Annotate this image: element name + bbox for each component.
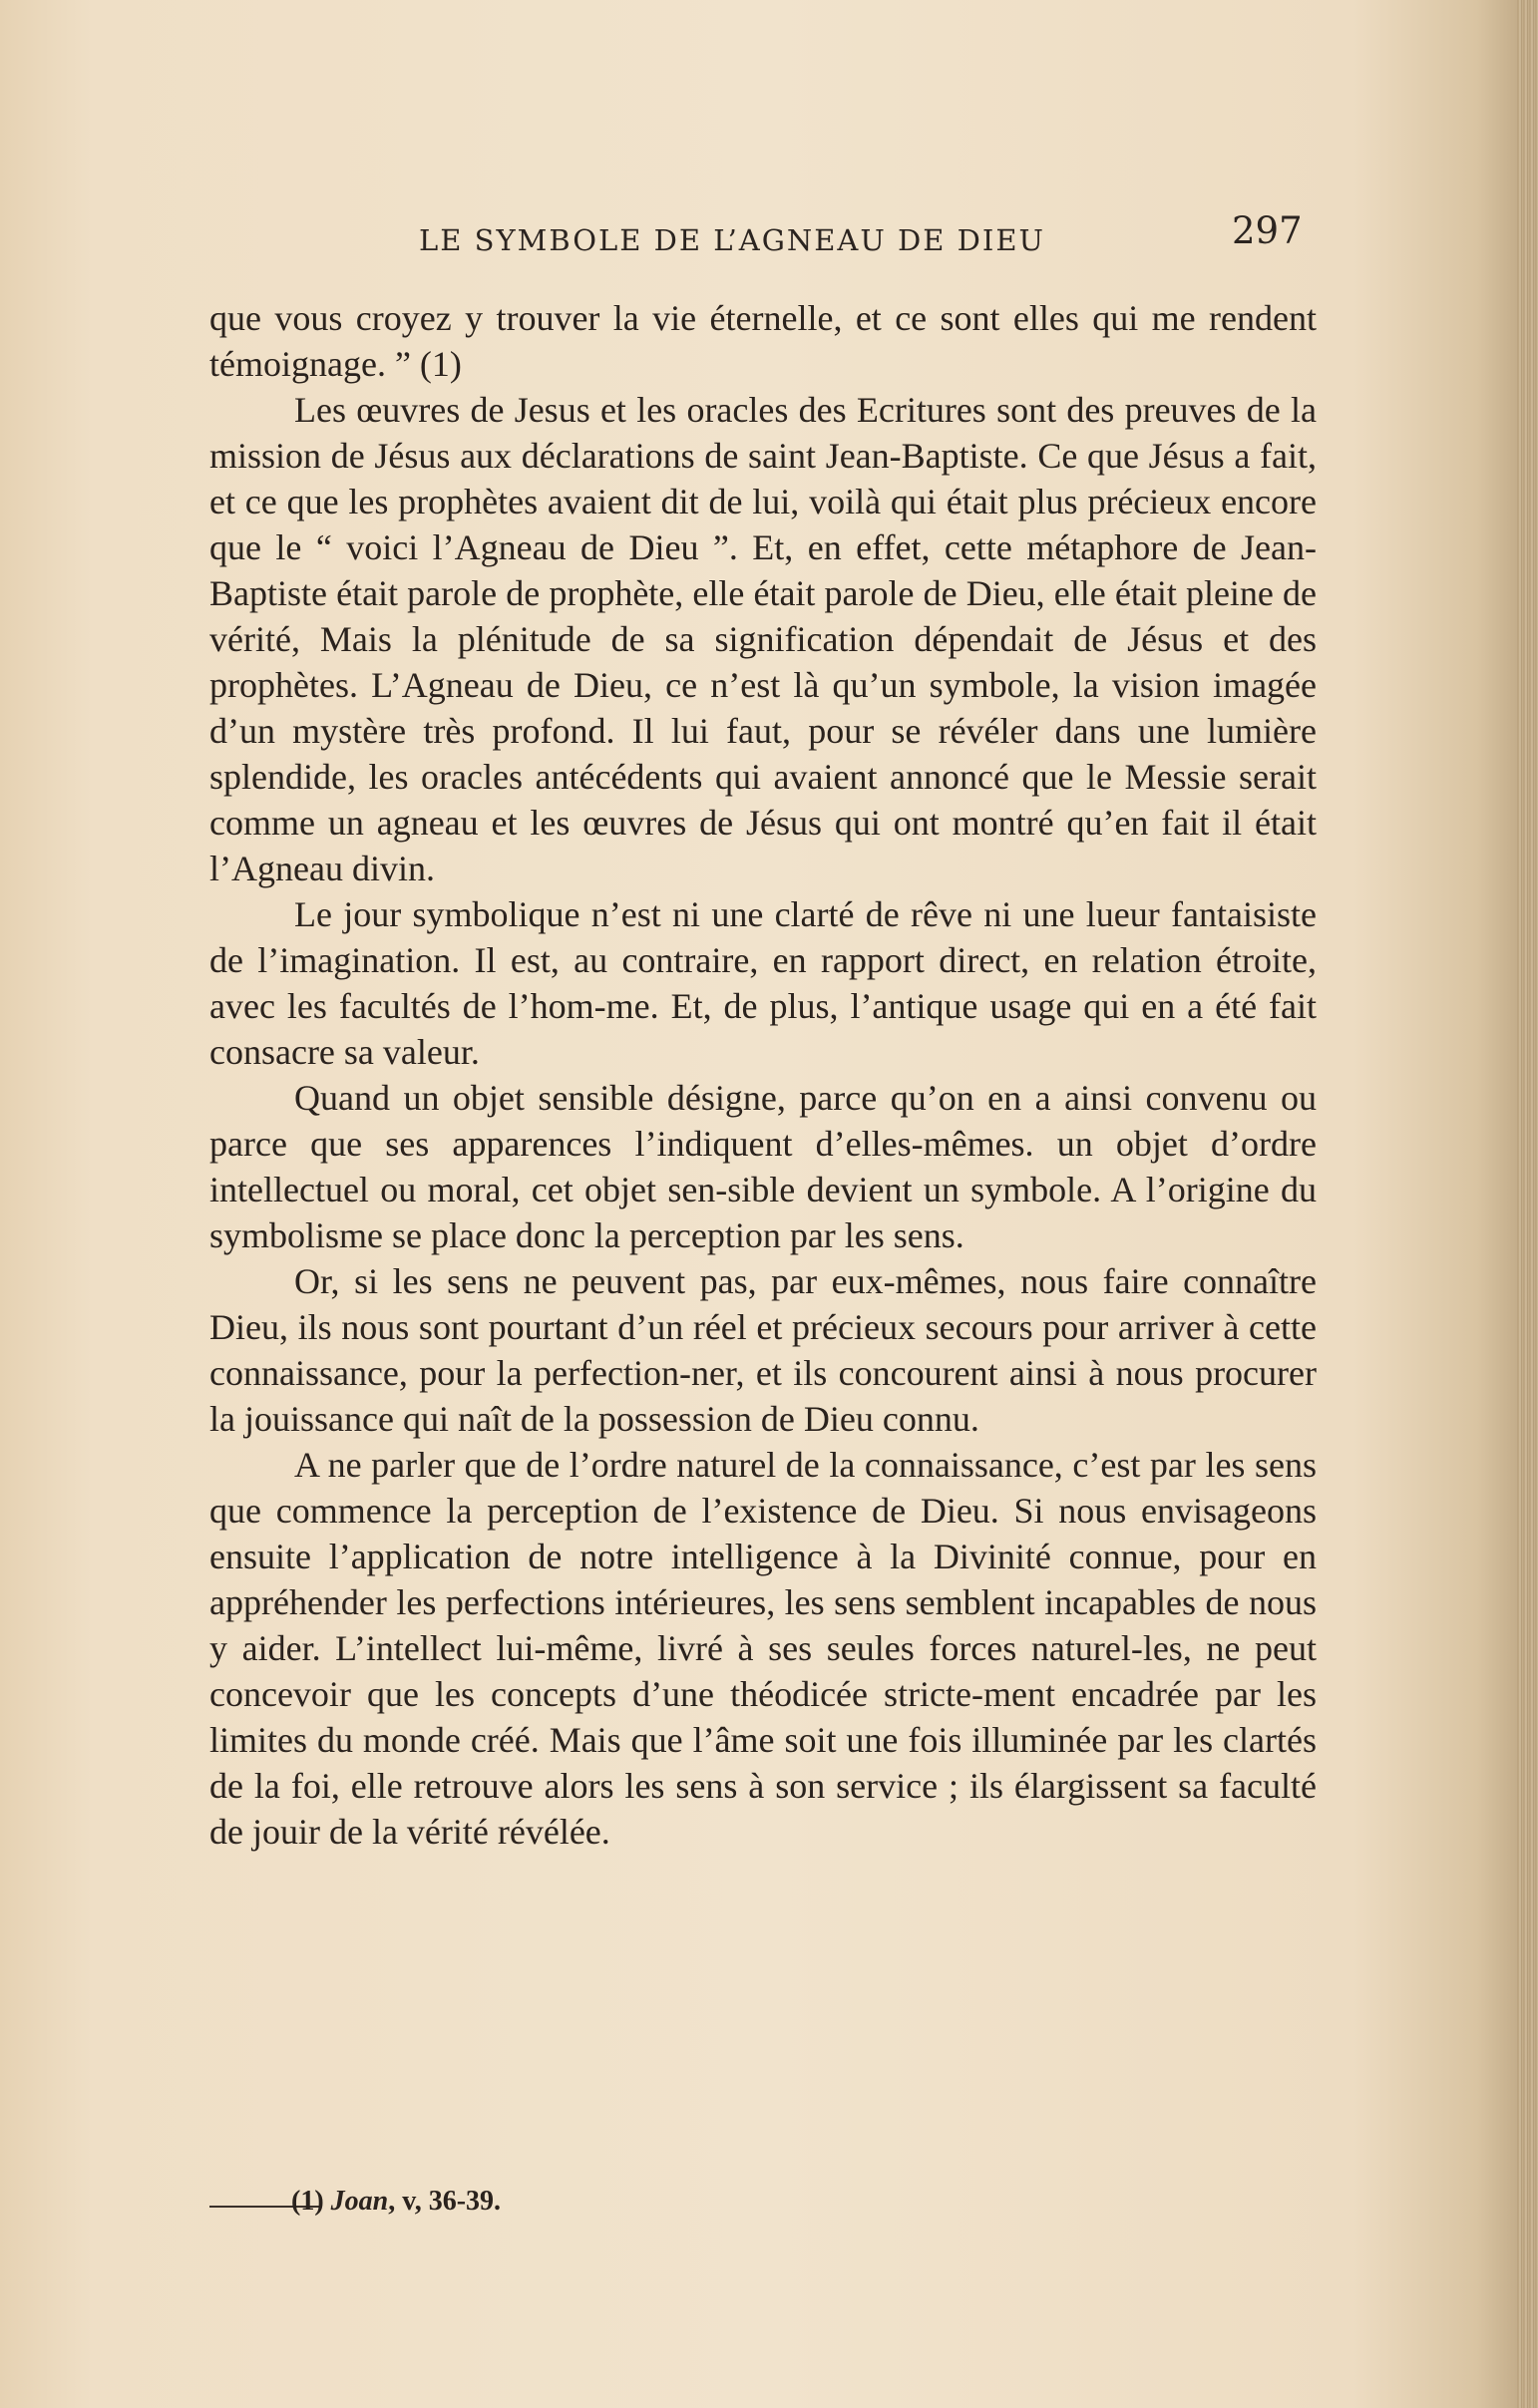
paragraph: A ne parler que de l’ordre naturel de la connaissance, c’est par les sens que commence la perception de l’existence de Dieu. Si nous envisageons ensuite l’application de notre intelligence à la Divinité connue, pour en appréhender les perfections intérieures, les sens semblent incapables de nous y aider. L’intellect lui-même, livré à ses seules forces naturel-les, ne peut concevoir que les concepts d’une théodicée stricte-ment encadrée par les limites du monde créé. Mais que l’âme soit une fois illuminée par les clartés de la foi, elle retrouve alors les sens à son service ; ils élargissent sa faculté de jouir de la vérité révélée. — [209, 1445, 1317, 1852]
footnote-reference: Joan — [330, 2186, 389, 2217]
page-number: 297 — [1232, 209, 1303, 252]
running-head — [209, 209, 1307, 269]
page-edge — [1516, 0, 1538, 2408]
paragraph: Or, si les sens ne peuvent pas, par eux-mêmes, nous faire connaître Dieu, ils nous sont pourtant d’un réel et précieux secours pour arriver à cette connaissance, pour la perfection-ner, et ils concourent ainsi à nous procurer la jouissance qui naît de la possession de Dieu connu. — [209, 1261, 1317, 1439]
paragraph: Les œuvres de Jesus et les oracles des Ecritures sont des preuves de la mission de Jésus aux déclarations de saint Jean-Baptiste. Ce que Jésus a fait, et ce que les prophètes avaient dit de lui, voilà qui était plus précieux encore que le “ voici l’Agneau de Dieu ”. Et, en effet, cette métaphore de Jean-Baptiste était parole de prophète, elle était parole de Dieu, elle était pleine de vérité, Mais la plénitude de sa signification dépendait de Jésus et des prophètes. L’Agneau de Dieu, ce n’est là qu’un symbole, la vision imagée d’un mystère très profond. Il lui faut, pour se révéler dans une lumière splendide, les oracles antécédents qui avaient annoncé que le Messie serait comme un agneau et les œuvres de Jésus qui ont montré qu’en fait il était l’Agneau divin. — [209, 390, 1317, 888]
footnote-citation: , v, 36-39. — [388, 2186, 502, 2217]
footnote-number: (1) — [291, 2186, 324, 2217]
body-text — [209, 295, 1317, 1855]
running-title: LE SYMBOLE DE L’AGNEAU DE DIEU — [419, 223, 1045, 257]
footnote — [291, 2186, 501, 2218]
paragraph: Le jour symbolique n’est ni une clarté de rêve ni une lueur fantaisiste de l’imagination. Il est, au contraire, en rapport direct, en relation étroite, avec les facultés de l’hom-me. Et, de plus, l’antique usage qui en a été fait consacre sa valeur. — [209, 894, 1317, 1072]
paragraph-continuation: que vous croyez y trouver la vie éternelle, et ce sont elles qui me rendent témoignage. ” (1) — [209, 298, 1317, 384]
paragraph: Quand un objet sensible désigne, parce qu’on en a ainsi convenu ou parce que ses apparences l’indiquent d’elles-mêmes. un objet d’ordre intellectuel ou moral, cet objet sen-sible devient un symbole. A l’origine du symbolisme se place donc la perception par les sens. — [209, 1078, 1317, 1255]
